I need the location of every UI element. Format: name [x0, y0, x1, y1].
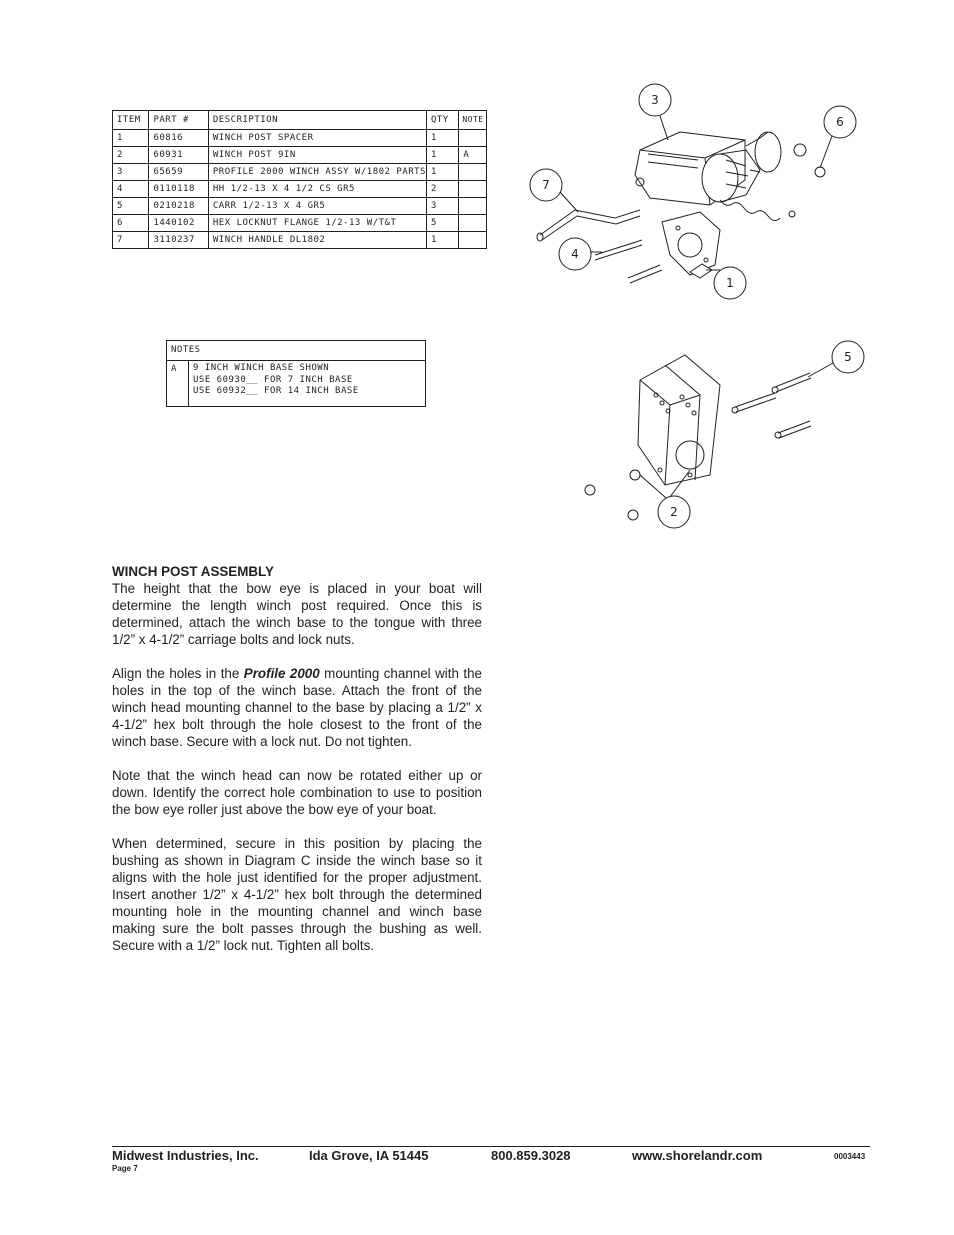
- product-name: Profile 2000: [243, 666, 320, 681]
- cell-qty: 2: [426, 181, 458, 198]
- chain-drawing: [720, 200, 780, 221]
- cell-item: 4: [113, 181, 149, 198]
- paragraph-text: Align the holes in the: [112, 666, 244, 681]
- callout-6: 6: [836, 115, 844, 129]
- paragraph: When determined, secure in this position by placing the bushing as shown in Diagram C inside the winch base so it aligns with the hole just identified for the proper adjustment. Insert another 1/2” x 4-1/2” hex bolt through the determined mounting hole in the mounting channel and winch base making sure the bolt passes through the bushing as well. Secure with a 1/2” lock nut. Tighten all bolts.: [112, 836, 482, 953]
- cell-item: 2: [113, 147, 149, 164]
- paragraph-text: mounting channel with the holes in the top of the winch base. Attach the front of the winch head mounting channel to the base by placing a 1/2” x 4-1/2” hex bolt through the hole closest to the front of the winch base. Secure with a lock nut. Do not tighten.: [112, 666, 483, 749]
- table-row: [113, 232, 487, 249]
- notes-line: USE 60930__ FOR 7 INCH BASE: [193, 374, 353, 385]
- footer-phone: 800.859.3028: [491, 1148, 571, 1163]
- hex-bolt-drawing: [595, 240, 642, 260]
- cell-part: 3110237: [149, 232, 208, 249]
- cell-note: [459, 198, 487, 215]
- table-row: [113, 198, 487, 215]
- col-header-item: ITEM: [113, 111, 149, 130]
- cell-note: [459, 181, 487, 198]
- cell-item: 5: [113, 198, 149, 215]
- cell-description: WINCH POST 9IN: [208, 147, 426, 164]
- notes-line: 9 INCH WINCH BASE SHOWN: [193, 363, 330, 373]
- cell-description: CARR 1/2-13 X 4 GR5: [208, 198, 426, 215]
- cell-qty: 3: [426, 198, 458, 215]
- notes-line: USE 60932__ FOR 14 INCH BASE: [193, 386, 359, 396]
- footer-website: www.shorelandr.com: [632, 1148, 763, 1163]
- cell-description: HH 1/2-13 X 4 1/2 CS GR5: [208, 181, 426, 198]
- cell-description: HEX LOCKNUT FLANGE 1/2-13 W/T&T: [208, 215, 426, 232]
- page-number: Page 7: [112, 1164, 138, 1173]
- cell-part: 0110118: [149, 181, 208, 198]
- col-header-description: DESCRIPTION: [208, 111, 426, 130]
- mounting-plate-drawing: [662, 212, 720, 275]
- assembly-instructions: [112, 563, 482, 971]
- callout-3: 3: [651, 93, 659, 107]
- cell-item: 1: [113, 130, 149, 147]
- cell-note: [459, 215, 487, 232]
- cell-part: 60931: [149, 147, 208, 164]
- col-header-qty: QTY: [426, 111, 458, 130]
- winch-post-plate-drawing: [638, 355, 720, 485]
- winch-base-diagram: [570, 335, 870, 535]
- notes-box: [166, 340, 426, 407]
- cell-qty: 1: [426, 130, 458, 147]
- paragraph: [112, 665, 482, 750]
- footer-divider: [112, 1146, 870, 1147]
- cell-qty: 5: [426, 215, 458, 232]
- footer-company: Midwest Industries, Inc.: [112, 1148, 259, 1163]
- cell-qty: 1: [426, 232, 458, 249]
- callout-5: 5: [844, 350, 852, 364]
- footer-city: Ida Grove, IA 51445: [309, 1148, 429, 1163]
- cell-part: 0210218: [149, 198, 208, 215]
- paragraph: Note that the winch head can now be rotated either up or down. Identify the correct hole combination to use to position the bow eye roller just above the bow eye of your boat.: [112, 768, 482, 817]
- winch-assembly-diagram: [520, 80, 870, 310]
- cell-qty: 1: [426, 147, 458, 164]
- notes-letter: A: [167, 360, 189, 406]
- cell-part: 60816: [149, 130, 208, 147]
- cell-note: [459, 164, 487, 181]
- col-header-part: PART #: [149, 111, 208, 130]
- cell-item: 7: [113, 232, 149, 249]
- paragraph: The height that the bow eye is placed in your boat will determine the length winch post required. Once this is determined, attach the winch base to the tongue with three 1/2” x 4-1/2” carriage bolts and lock nuts.: [112, 581, 482, 647]
- notes-lines: [193, 363, 359, 398]
- col-header-note: NOTE: [459, 111, 487, 130]
- parts-table-header-row: [113, 111, 487, 130]
- callout-2: 2: [670, 505, 678, 519]
- locknut-drawing: [794, 144, 806, 156]
- notes-row: [167, 360, 425, 406]
- callout-4: 4: [571, 247, 579, 261]
- cell-qty: 1: [426, 164, 458, 181]
- carriage-bolt-drawing: [735, 393, 776, 412]
- table-row: [113, 181, 487, 198]
- cell-note: [459, 130, 487, 147]
- section-heading: WINCH POST ASSEMBLY: [112, 564, 274, 579]
- cell-part: 1440102: [149, 215, 208, 232]
- cell-part: 65659: [149, 164, 208, 181]
- bow-roller-drawing: [755, 132, 781, 172]
- notes-title: NOTES: [167, 341, 425, 361]
- parts-table: [112, 110, 487, 249]
- cell-description: PROFILE 2000 WINCH ASSY W/1802 PARTS: [208, 164, 426, 181]
- cell-description: WINCH POST SPACER: [208, 130, 426, 147]
- table-row: [113, 130, 487, 147]
- callout-7: 7: [542, 178, 550, 192]
- locknut-drawing: [585, 485, 595, 495]
- winch-drum-drawing: [702, 154, 738, 202]
- table-row: [113, 164, 487, 181]
- cell-note: A: [459, 147, 487, 164]
- footer-doc-number: 0003443: [834, 1152, 866, 1161]
- cell-item: 3: [113, 164, 149, 181]
- callout-1: 1: [726, 276, 734, 290]
- cell-description: WINCH HANDLE DL1802: [208, 232, 426, 249]
- table-row: [113, 215, 487, 232]
- winch-handle-drawing: [540, 210, 640, 240]
- cell-item: 6: [113, 215, 149, 232]
- table-row: [113, 147, 487, 164]
- cell-note: [459, 232, 487, 249]
